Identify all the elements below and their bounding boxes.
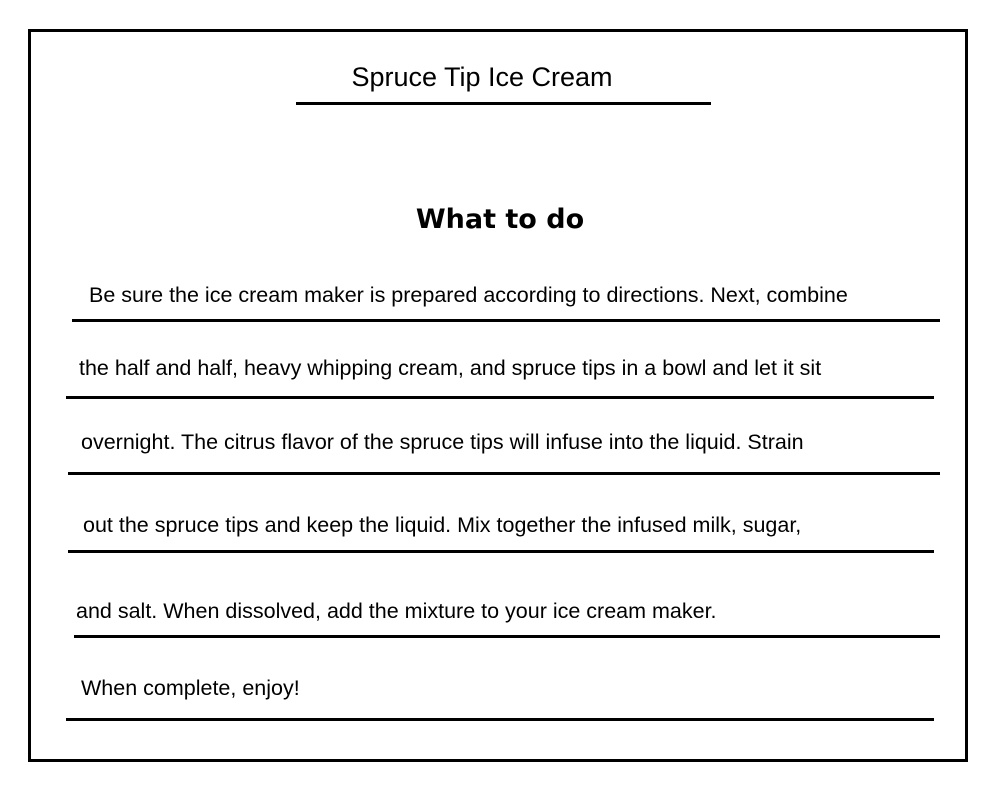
instruction-line-4: out the spruce tips and keep the liquid. Mix together the infused milk, sugar, <box>83 513 802 537</box>
instruction-line-6: When complete, enjoy! <box>81 676 300 700</box>
title-underline <box>296 102 711 105</box>
instruction-line-1: Be sure the ice cream maker is prepared according to directions. Next, combine <box>89 283 848 307</box>
instruction-line-3: overnight. The citrus flavor of the spruce tips will infuse into the liquid. Strain <box>81 430 804 454</box>
recipe-title: Spruce Tip Ice Cream <box>351 62 613 92</box>
instruction-line-5: and salt. When dissolved, add the mixture to your ice cream maker. <box>76 599 717 623</box>
writing-rule-6 <box>66 718 934 721</box>
writing-rule-3 <box>68 472 940 475</box>
writing-rule-1 <box>72 319 940 322</box>
instruction-line-2: the half and half, heavy whipping cream, and spruce tips in a bowl and let it sit <box>79 356 822 380</box>
section-heading: What to do <box>415 204 585 235</box>
writing-rule-4 <box>68 550 934 553</box>
writing-rule-2 <box>66 396 934 399</box>
writing-rule-5 <box>74 635 940 638</box>
